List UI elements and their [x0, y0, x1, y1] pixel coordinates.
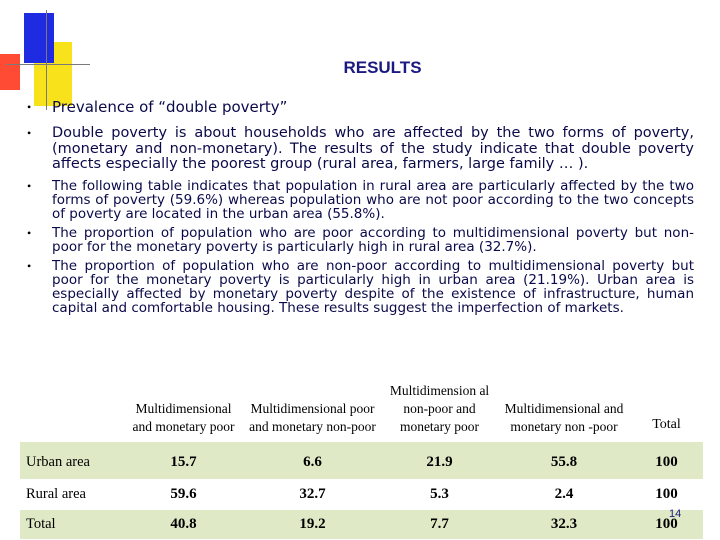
table-cell: 7.7: [381, 510, 498, 539]
table-header-cell: Multidimensional and monetary non -poor: [504, 401, 624, 434]
results-table: [20, 378, 703, 539]
table-cell: 32.3: [498, 510, 630, 539]
bullet-item: • Double poverty is about households who are affected by the two forms of poverty, (monetary and non-monetary). The results of the study indicate that double poverty affects especially the poorest group (rural area, farmers, large family … ).: [20, 126, 694, 173]
row-label: Rural area: [26, 486, 86, 502]
table-header-cell: Multidimensional poor and monetary non-poor: [249, 401, 376, 434]
table-row: [20, 442, 703, 479]
bullet-item: • The proportion of population who are poor according to multidimensional poverty but non-poor for the monetary poverty is particularly high in rural area (32.7%).: [20, 226, 694, 254]
row-label: Urban area: [20, 442, 123, 479]
table-cell: 2.4: [554, 486, 574, 502]
slide-number: 14: [669, 508, 682, 520]
table-row: [20, 479, 703, 510]
row-label: Total: [20, 510, 123, 539]
table-row: [20, 510, 703, 539]
bullet-item: • The proportion of population who are non-poor according to multidimensional poverty but poor for the monetary poverty is particularly high in urban area (21.19%). Urban area is especially affected by monetary poverty despite of the existence of infrastructure, human capital and comfortable housing. These results suggest the imperfection of markets.: [20, 259, 694, 315]
slide-title: RESULTS: [343, 58, 422, 77]
table-header-cell: Total: [652, 417, 681, 432]
table-cell: 40.8: [123, 510, 244, 539]
table-cell: 6.6: [244, 442, 381, 479]
table-header-row: [20, 378, 703, 442]
table-header-cell: Multidimension al non-poor and monetary poor: [389, 383, 490, 434]
table-cell: 21.9: [381, 442, 498, 479]
table-cell: 100: [630, 442, 703, 479]
table-cell: 32.7: [299, 486, 326, 502]
bullet-heading: • Prevalence of “double poverty”: [20, 98, 694, 117]
bullet-item: • The following table indicates that population in rural area are particularly affected by the two forms of poverty (59.6%) whereas population who are not poor according to the two concepts of poverty are located in the urban area (55.8%).: [20, 179, 694, 221]
table-header-cell: [20, 378, 123, 442]
bullet-list: [20, 98, 694, 320]
table-cell: 19.2: [244, 510, 381, 539]
table-cell: 55.8: [498, 442, 630, 479]
deco-blue-square: [24, 13, 54, 63]
table-cell: 100: [655, 486, 678, 502]
table-cell: 5.3: [430, 486, 449, 502]
table-cell: 59.6: [170, 486, 197, 502]
table-cell: 100: [630, 510, 703, 539]
table-header-cell: Multidimensional and monetary poor: [132, 401, 235, 434]
table-cell: 15.7: [123, 442, 244, 479]
